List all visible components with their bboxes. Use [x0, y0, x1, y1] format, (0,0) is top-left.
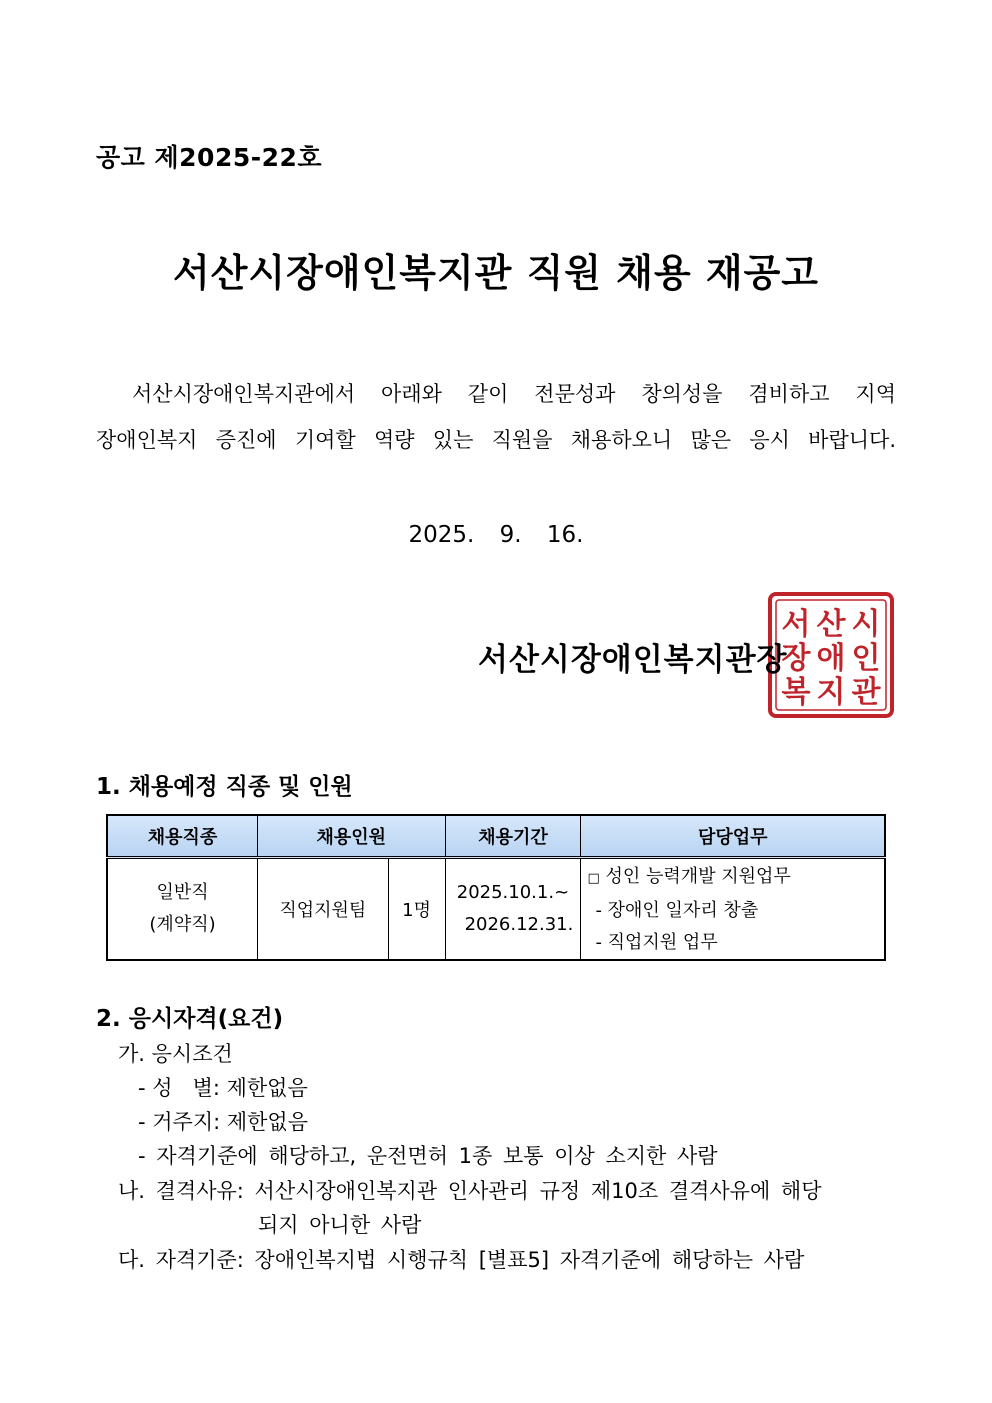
qualification-a-item-gender: - 성 별: 제한없음 [138, 1076, 308, 1100]
qualification-a-item-residence: - 거주지: 제한없음 [138, 1110, 309, 1134]
qualification-a-label: 가. 응시조건 [118, 1042, 233, 1066]
cell-duties [581, 858, 885, 961]
duty-main-text: 성인 능력개발 지원업무 [605, 866, 791, 887]
seal-char: 관 [851, 675, 881, 710]
section-2-heading: 2. 응시자격(요건) [96, 1006, 284, 1032]
table-row [107, 858, 885, 961]
intro-paragraph-line-2: 장애인복지 증진에 기여할 역량 있는 직원을 채용하오니 많은 응시 바랍니다. [96, 428, 896, 452]
notice-number: 공고 제2025-22호 [96, 143, 323, 172]
duty-sub-1: - 장애인 일자리 창출 [595, 900, 759, 921]
qualification-b-line-2: 되지 아니한 사람 [258, 1213, 422, 1237]
seal-char: 지 [816, 675, 846, 710]
duty-sub-2: - 직업지원 업무 [595, 932, 718, 953]
intro-paragraph-line-1: 서산시장애인복지관에서 아래와 같이 전문성과 창의성을 겸비하고 지역 [132, 382, 896, 406]
header-period: 채용기간 [445, 815, 581, 858]
header-job-type: 채용직종 [107, 815, 258, 858]
job-type-line-2: (계약직) [149, 914, 216, 935]
seal-char: 인 [851, 641, 881, 676]
cell-team: 직업지원팀 [258, 858, 389, 961]
table-header-row [107, 815, 885, 858]
header-duties: 담당업무 [581, 815, 885, 858]
cell-job-type [107, 858, 258, 961]
qualification-a-item-license: - 자격기준에 해당하고, 운전면허 1종 보통 이상 소지한 사람 [138, 1144, 718, 1168]
recruitment-table [106, 814, 886, 961]
duty-main [587, 861, 884, 895]
seal-char: 시 [851, 607, 881, 642]
header-headcount: 채용인원 [258, 815, 445, 858]
square-bullet-icon: □ [587, 871, 600, 886]
document-title: 서산시장애인복지관 직원 채용 재공고 [172, 251, 820, 295]
seal-char: 서 [781, 607, 811, 642]
seal-char: 애 [816, 641, 846, 676]
seal-char: 산 [816, 607, 846, 642]
section-1-heading: 1. 채용예정 직종 및 인원 [96, 774, 353, 800]
seal-char: 장 [781, 641, 811, 676]
notice-date: 2025. 9. 16. [408, 522, 584, 548]
cell-period [445, 858, 581, 961]
seal-char: 복 [781, 675, 811, 710]
cell-count: 1명 [388, 858, 445, 961]
qualification-b-line-1: 나. 결격사유: 서산시장애인복지관 인사관리 규정 제10조 결격사유에 해당 [118, 1179, 822, 1203]
job-type-line-1: 일반직 [156, 882, 209, 903]
qualification-c-line: 다. 자격기준: 장애인복지법 시행규칙 [별표5] 자격기준에 해당하는 사람 [118, 1248, 805, 1272]
period-line-1: 2025.10.1.~ [456, 882, 570, 903]
period-line-2: 2026.12.31. [464, 914, 574, 935]
issuer-name: 서산시장애인복지관장 [478, 642, 788, 678]
